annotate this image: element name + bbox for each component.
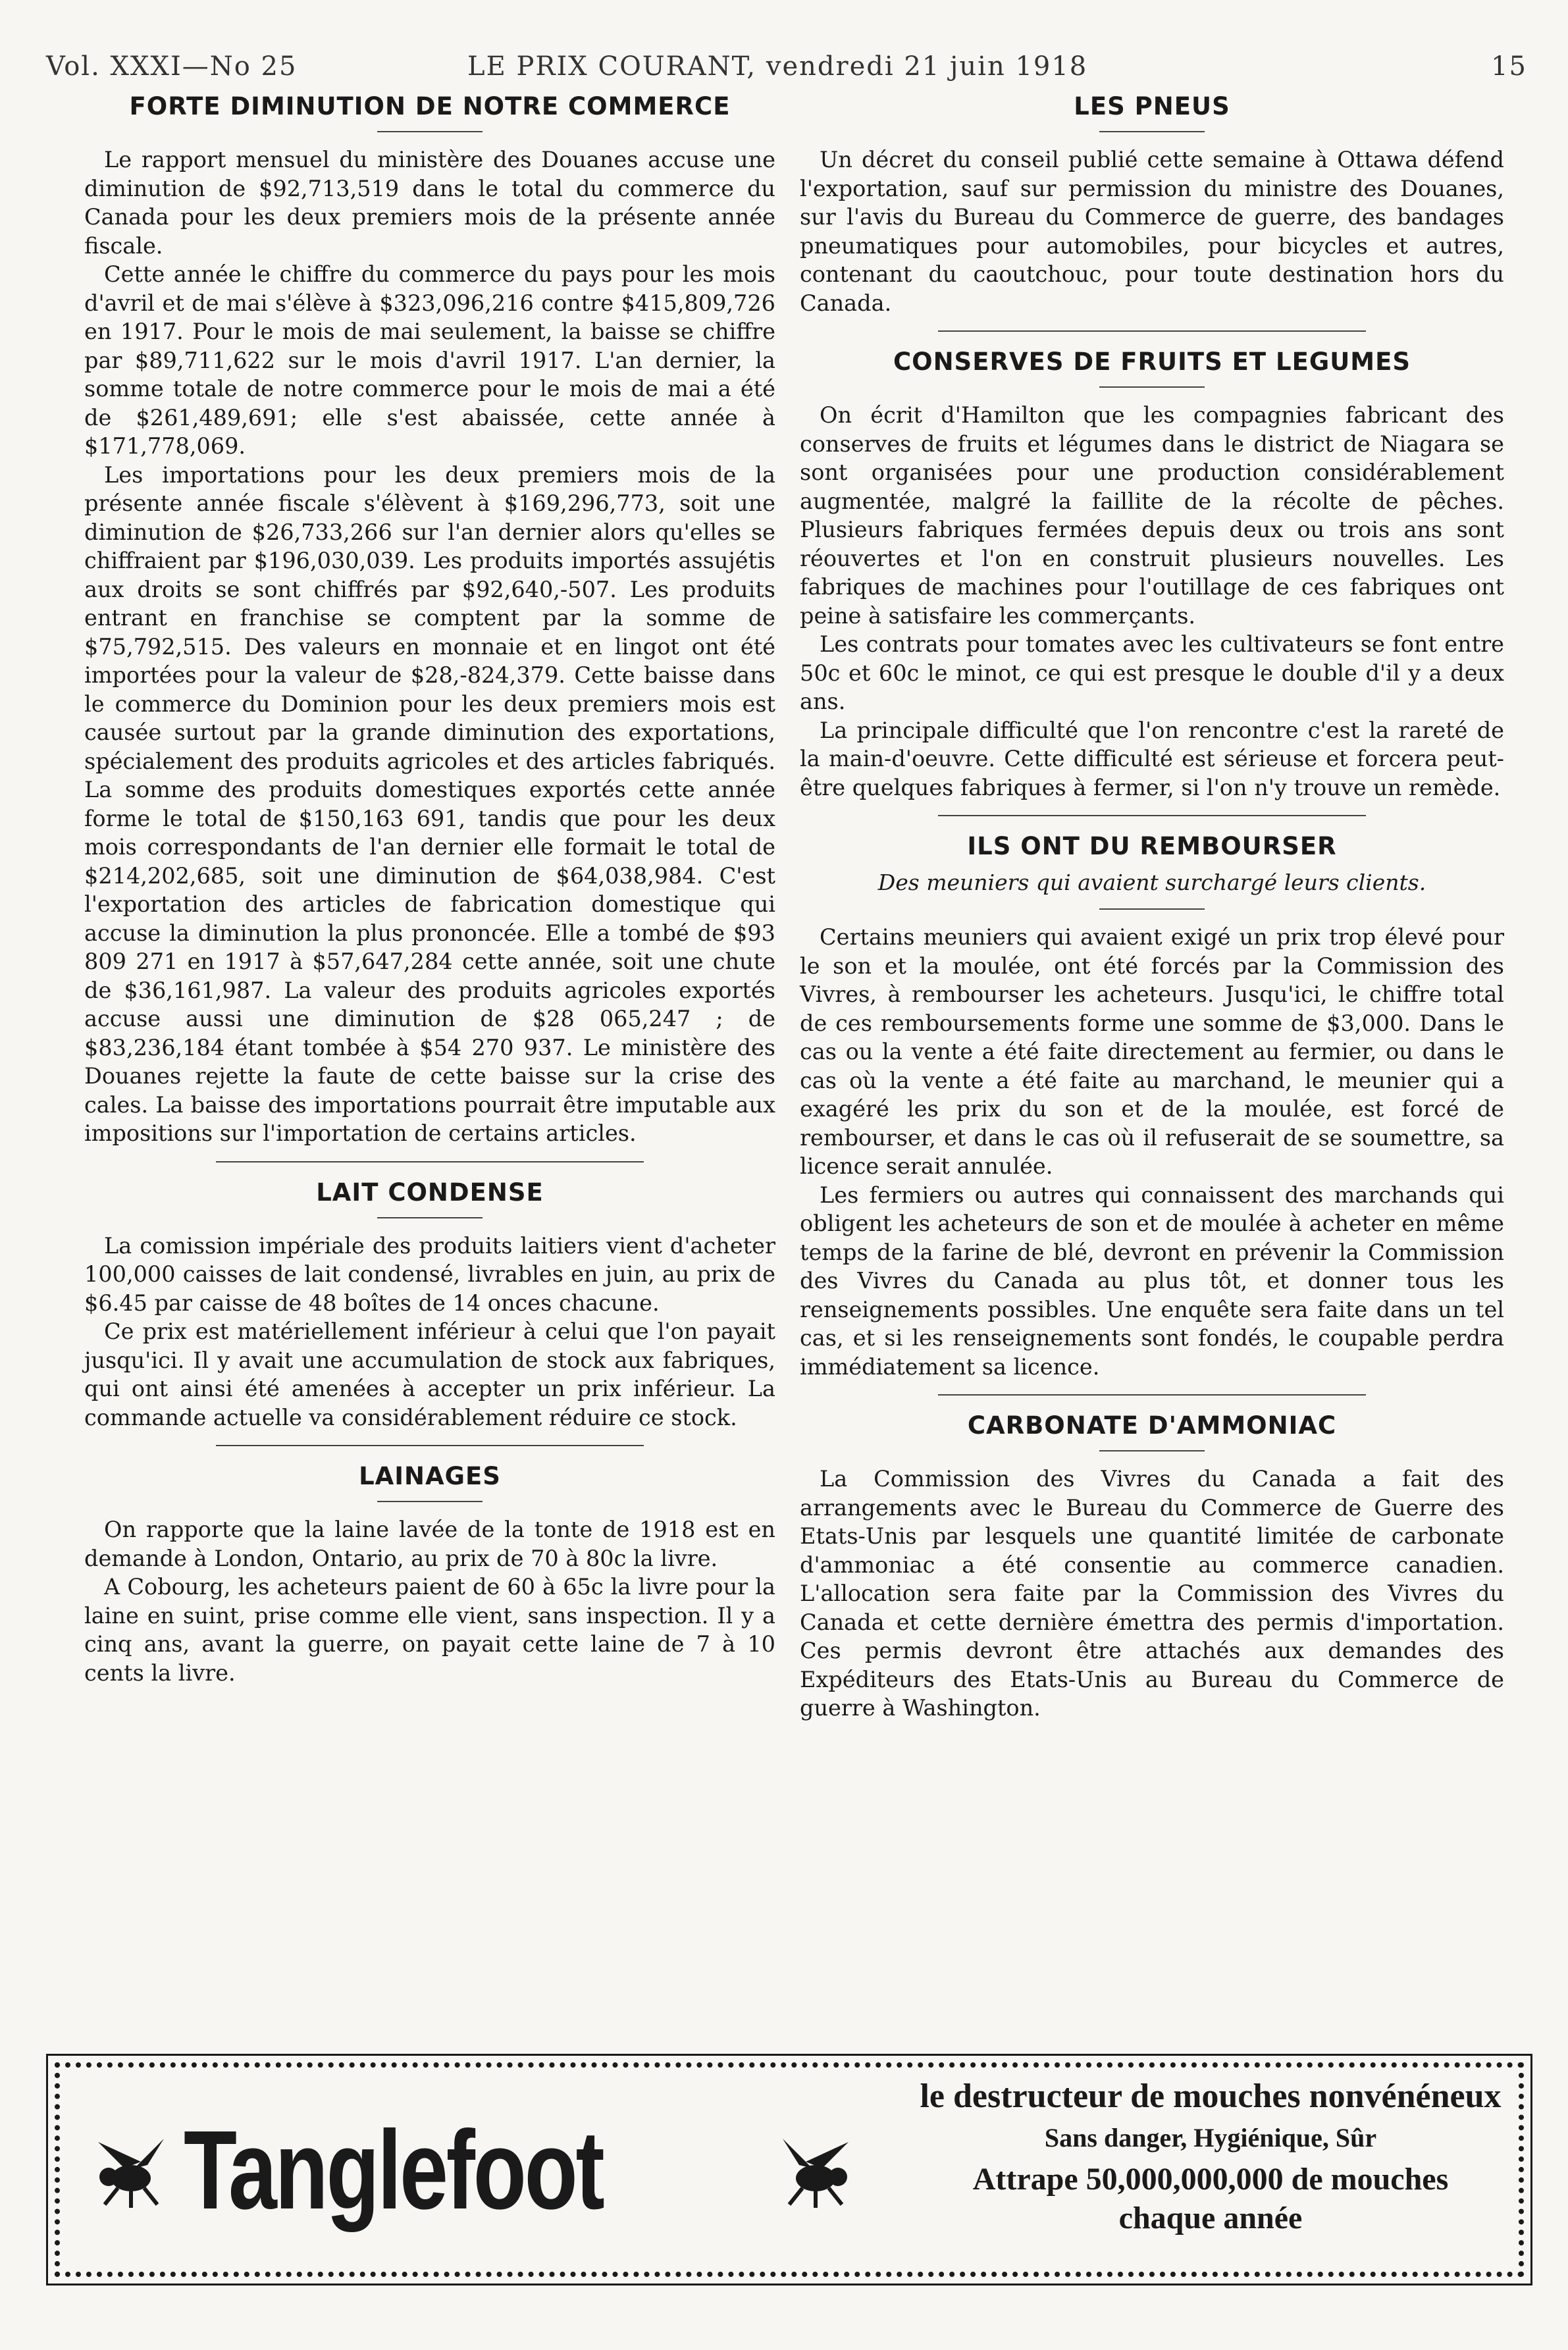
article-paragraph: Certains meuniers qui avaient exigé un prix trop élevé pour le son et la moulée, ont été forcés par la Commission des Vivres, à rembourser les acheteurs. Jusqu'ici, le chiffre total de ces remboursements forme une somme de $3,000. Dans le cas ou la vente a été faite directement au fermier, ou dans le cas où la vente a été faite au marchand, le meunier qui a exagéré les prix du son et de la moulée, est forcé de rembourser, et dans le cas où il refuserait de se soumettre, sa licence serait annulée. [800,924,1504,1179]
divider [938,330,1366,332]
article-title: LAINAGES [359,1462,501,1490]
fly-icon [770,2132,862,2211]
page-header [46,51,1527,91]
article-paragraph: Les importations pour les deux premiers mois de la présente année fiscale s'élèvent à $169,296,773, soit une diminution de $26,733,266 sur l'an dernier alors qu'elles se chiffraient par $196,030,039. Les produits importés assujétis aux droits se sont chiffrés par $92,640,-507. Les produits entrant en franchise se comptent par la somme de $75,792,515. Des valeurs en monnaie et en lingot ont été importées pour la valeur de $28,-824,379. Cette baisse dans le commerce du Dominion pour les deux premiers mois est causée surtout par la grande diminution des exportations, spécialement des produits agricoles et des articles fabriqués. La somme des produits domestiques exportés cette année forme le total de $150,163 691, tandis que pour les deux mois correspondants de l'an dernier elle formait le total de $214,202,685, soit une diminution de $64,038,984. C'est l'exportation des articles de fabrication domestique qui accuse la diminution la plus prononcée. Elle a tombé de $93 809 271 en 1917 à $57,647,284 cette année, soit une chute de $36,161,987. La valeur des produits agricoles exportés accuse aussi une diminution de $28 065,247 ; de $83,236,184 étant tombée à $54 270 937. Le ministère des Douanes rejette la faute de cette baisse sur la crise des cales. La baisse des importations pourrait être imputable aux impositions sur l'importation de certains articles. [84,461,775,1146]
divider [1099,386,1205,388]
divider [216,1445,644,1446]
article-title: FORTE DIMINUTION DE NOTRE COMMERCE [129,92,731,120]
page-number: 15 [1491,51,1527,82]
divider [1099,908,1205,910]
ad-claim-period: chaque année [1118,2201,1303,2235]
divider [377,1501,483,1502]
article-paragraph: Les fermiers ou autres qui connaissent des marchands qui obligent les acheteurs de son et de moulée à acheter en même temps de la farine de blé, devront en prévenir la Commission des Vivres du Canada au plus tôt, et donner tous les renseignements possibles. Une enquête sera faite dans un tel cas, et si les renseignements sont fondés, le coupable perdra immédiatement sa licence. [800,1182,1504,1380]
article-title: LES PNEUS [1074,92,1230,120]
divider [938,815,1366,816]
fly-icon [85,2132,177,2211]
article-lait-condense [84,1178,775,1432]
journal-and-date [467,51,1087,82]
divider [938,1394,1366,1396]
article-paragraph: La principale difficulté que l'on rencontre c'est la rareté de la main-d'oeuvre. Cette difficulté est sérieuse et forcera peut-être quelques fabriques à fermer, si l'on n'y trouve un remède. [800,717,1504,800]
divider [1099,1450,1205,1451]
volume-number: Vol. XXXI—No 25 [46,51,298,82]
article-paragraph: On écrit d'Hamilton que les compagnies fabricant des conserves de fruits et légumes dans le district de Niagara se sont organisées pour une production considérablement augmentée, malgré la faillite de la récolte de pêches. Plusieurs fabriques fermées depuis deux ou trois ans sont réouvertes et l'on en construit plusieurs nouvelles. Les fabriques de machines pour l'outillage de ces fabriques ont peine à satisfaire les commerçants. [800,402,1504,629]
article-subtitle: Des meuniers qui avaient surchargé leurs clients. [877,870,1426,895]
article-lainages [84,1462,775,1687]
article-paragraph: Les contrats pour tomates avec les cultivateurs se font entre 50c et 60c le minot, ce qui est presque le double d'il y a deux ans. [800,631,1504,714]
article-rembourser [800,832,1504,1381]
article-title: ILS ONT DU REMBOURSER [967,832,1337,860]
issue-date: vendredi 21 juin 1918 [766,51,1088,82]
article-paragraph: Ce prix est matériellement inférieur à celui que l'on payait jusqu'ici. Il y avait une accumulation de stock aux fabriques, qui ont ainsi été amenées à accepter un prix inférieur. La commande actuelle va considérablement réduire ce stock. [84,1319,775,1430]
article-title: LAIT CONDENSE [316,1178,544,1207]
article-paragraph: On rapporte que la laine lavée de la tonte de 1918 est en demande à London, Ontario, au prix de 70 à 80c la livre. [84,1517,775,1571]
ad-slogans [901,2077,1520,2236]
left-column [84,92,775,1695]
ad-tagline: le destructeur de mouches nonvénéneux [920,2077,1502,2115]
article-title: CONSERVES DE FRUITS ET LEGUMES [893,348,1411,376]
article-paragraph: Un décret du conseil publié cette semaine à Ottawa défend l'exportation, sauf sur permission du ministre des Douanes, sur l'avis du Bureau du Commerce de guerre, des bandages pneumatiques pour automobiles, pour bicycles et autres, contenant du caoutchouc, pour toute destination hors du Canada. [800,147,1504,316]
article-commerce [84,92,775,1148]
divider [1099,131,1205,132]
divider [216,1161,644,1162]
article-pneus [800,92,1504,317]
article-paragraph: A Cobourg, les acheteurs paient de 60 à 65c la livre pour la laine en suint, prise comme elle vient, sans inspection. Il y a cinq ans, avant la guerre, on payait cette laine de 7 à 10 cents la livre. [84,1574,775,1686]
brand-name: Tanglefoot [184,2108,603,2233]
ad-claim: Attrape 50,000,000,000 de mouches [972,2162,1449,2197]
article-title: CARBONATE D'AMMONIAC [967,1411,1337,1440]
article-paragraph: Cette année le chiffre du commerce du pays pour les mois d'avril et de mai s'élève à $323,096,216 contre $415,809,726 en 1917. Pour le mois de mai seulement, la baisse se chiffre par $89,711,622 sur le mois d'avril 1917. L'an dernier, la somme totale de notre commerce pour le mois de mai a été de $261,489,691; elle s'est abaissée, cette année à $171,778,069. [84,261,775,459]
article-conserves [800,348,1504,802]
right-column [800,92,1504,1731]
article-paragraph: La Commission des Vivres du Canada a fait des arrangements avec le Bureau du Commerce de Guerre des Etats-Unis par lesquels une quantité limitée de carbonate d'ammoniac a été consentie au commerce canadien. L'allocation sera faite par la Commission des Vivres du Canada et cette dernière émettra des permis d'importation. Ces permis devront être attachés aux demandes des Expéditeurs des Etats-Unis au Bureau du Commerce de guerre à Washington. [800,1466,1504,1721]
article-carbonate [800,1411,1504,1723]
journal-name: LE PRIX COURANT, [467,51,757,82]
tanglefoot-advertisement [46,2054,1532,2285]
article-paragraph: La comission impériale des produits laitiers vient d'acheter 100,000 caisses de lait condensé, livrables en juin, au prix de $6.45 par caisse de 48 boîtes de 14 onces chacune. [84,1232,775,1316]
divider [377,131,483,132]
ad-qualities: Sans danger, Hygiénique, Sûr [1044,2123,1377,2153]
article-paragraph: Le rapport mensuel du ministère des Douanes accuse une diminution de $92,713,519 dans le total du commerce du Canada pour les deux premiers mois de la présente année fiscale. [84,147,775,259]
divider [377,1217,483,1218]
